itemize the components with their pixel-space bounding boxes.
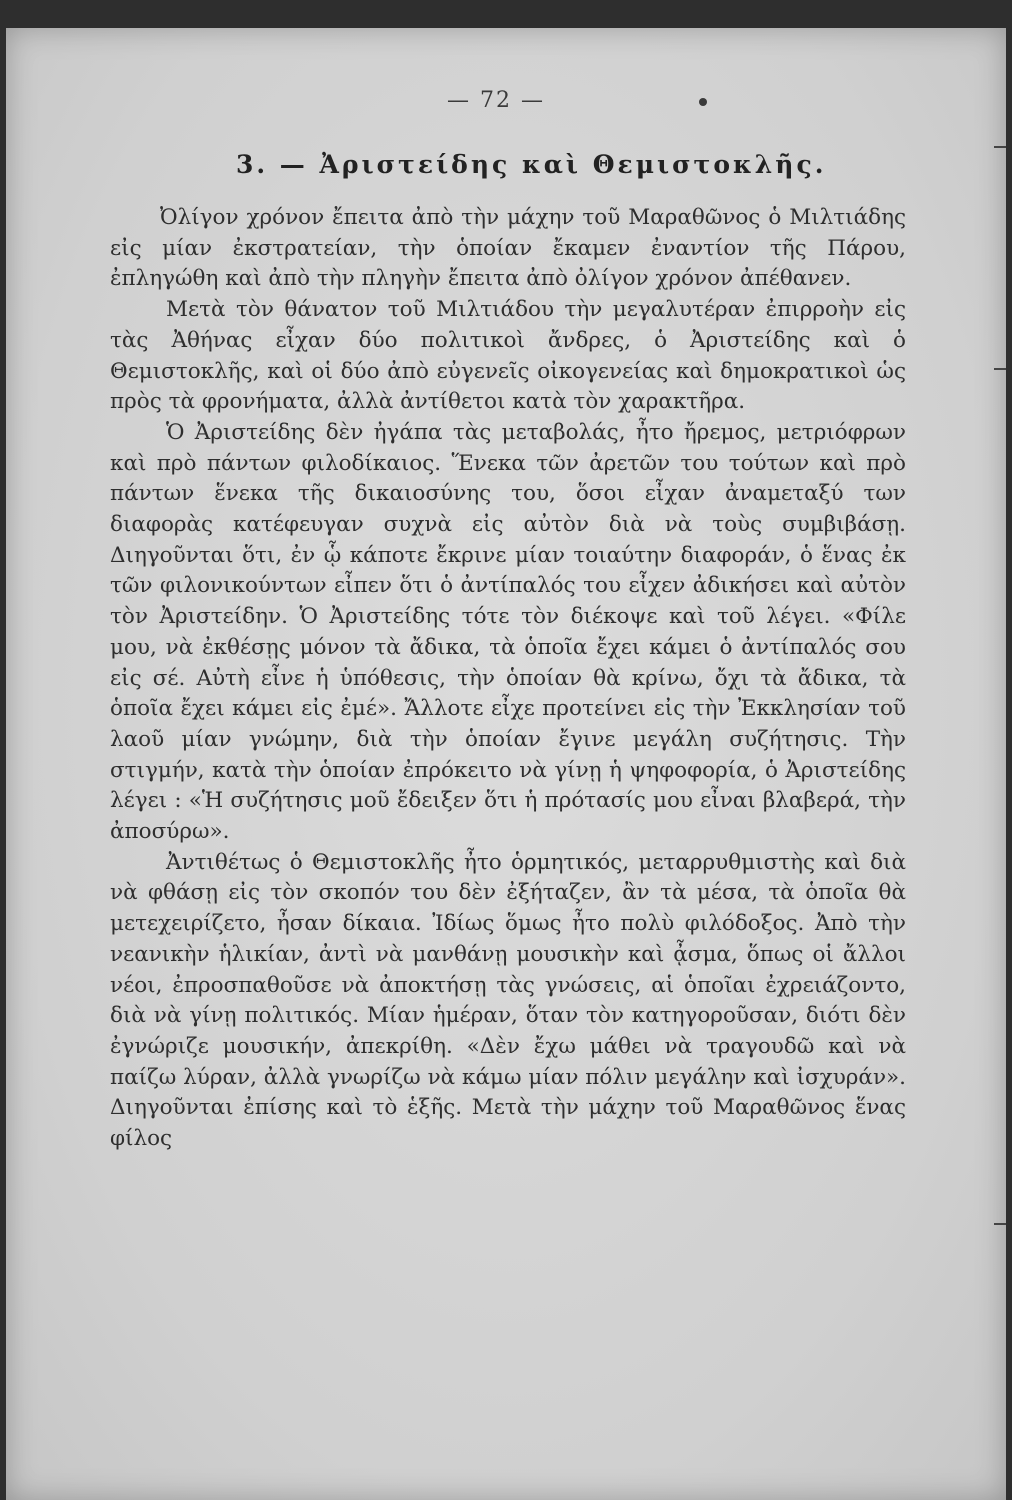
section-heading: 3. — Ἀριστείδης καὶ Θεμιστοκλῆς. [236, 150, 827, 179]
ink-dot [699, 98, 707, 106]
book-page [6, 28, 1006, 1500]
paragraph-1: Ὀλίγον χρόνον ἔπειτα ἀπὸ τὴν μάχην τοῦ Μαραθῶνος ὁ Μιλτιάδης εἰς μίαν ἐκστρατείαν, τὴν ὁποίαν ἔκαμεν ἐναντίον τῆς Πάρου, ἐπληγώθη καὶ ἀπὸ τὴν πληγὴν ἔπειτα ἀπὸ ὀλίγον χρόνον ἀπέθανεν. [110, 205, 906, 292]
paragraph-4: Ἀντιθέτως ὁ Θεμιστοκλῆς ἦτο ὁρμητικός, μεταρρυθμιστὴς καὶ διὰ νὰ φθάσῃ εἰς τὸν σκοπόν του δὲν ἐξήταζεν, ἂν τὰ μέσα, τὰ ὁποῖα θὰ μετεχειρίζετο, ἦσαν δίκαια. Ἰδίως ὅμως ἦτο πολὺ φιλόδοξος. Ἀπὸ τὴν νεανικὴν ἡλικίαν, ἀντὶ νὰ μανθάνῃ μουσικὴν καὶ ᾆσμα, ὅπως οἱ ἄλλοι νέοι, ἐπροσπαθοῦσε νὰ ἀποκτήσῃ τὰς γνώσεις, αἱ ὁποῖαι ἐχρειάζοντο, διὰ νὰ γίνῃ πολιτικός. Μίαν ἡμέραν, ὅταν τὸν κατηγοροῦσαν, διότι δὲν ἐγνώριζε μουσικήν, ἀπεκρίθη. «Δὲν ἔχω μάθει νὰ τραγουδῶ καὶ νὰ παίζω λύραν, ἀλλὰ γνωρίζω νὰ κάμω μίαν πόλιν μεγάλην καὶ ἰσχυράν». Διηγοῦνται ἐπίσης καὶ τὸ ἑξῆς. Μετὰ τὴν μάχην τοῦ Μαραθῶνος ἕνας φίλος [110, 849, 906, 1152]
edge-mark-middle [994, 368, 1006, 370]
page-number: — 72 — [447, 88, 545, 113]
edge-mark-top [994, 146, 1006, 148]
paragraph-2: Μετὰ τὸν θάνατον τοῦ Μιλτιάδου τὴν μεγαλυτέραν ἐπιρροὴν εἰς τὰς Ἀθήνας εἶχαν δύο πολιτικοὶ ἄνδρες, ὁ Ἀριστείδης καὶ ὁ Θεμιστοκλῆς, καὶ οἱ δύο ἀπὸ εὐγενεῖς οἰκογενείας καὶ δημοκρατικοὶ ὡς πρὸς τὰ φρονήματα, ἀλλὰ ἀντίθετοι κατὰ τὸν χαρακτῆρα. [110, 297, 906, 415]
body-text [110, 203, 906, 1155]
edge-mark-bottom [994, 1223, 1006, 1225]
paragraph-3: Ὁ Ἀριστείδης δὲν ἠγάπα τὰς μεταβολάς, ἦτο ἤρεμος, μετριόφρων καὶ πρὸ πάντων φιλοδίκαιος. Ἕνεκα τῶν ἀρετῶν του τούτων καὶ πρὸ πάντων ἕνεκα τῆς δικαιοσύνης του, ὅσοι εἶχαν ἀναμεταξύ των διαφορὰς κατέφευγαν συχνὰ εἰς αὐτὸν διὰ νὰ τοὺς συμβιβάσῃ. Διηγοῦνται ὅτι, ἐν ᾧ κάποτε ἔκρινε μίαν τοιαύτην διαφοράν, ὁ ἕνας ἐκ τῶν φιλονικούντων εἶπεν ὅτι ὁ ἀντίπαλός του εἶχεν ἀδικήσει καὶ αὐτὸν τὸν Ἀριστείδην. Ὁ Ἀριστείδης τότε τὸν διέκοψε καὶ τοῦ λέγει. «Φίλε μου, νὰ ἐκθέσῃς μόνον τὰ ἄδικα, τὰ ὁποῖα ἔχει κάμει ὁ ἀντίπαλός σου εἰς σέ. Αὐτὴ εἶνε ἡ ὑπόθεσις, τὴν ὁποίαν θὰ κρίνω, ὄχι τὰ ἄδικα, τὰ ὁποῖα ἔχει κάμει εἰς ἐμέ». Ἄλλοτε εἶχε προτείνει εἰς τὴν Ἐκκλησίαν τοῦ λαοῦ μίαν γνώμην, διὰ τὴν ὁποίαν ἔγινε μεγάλη συζήτησις. Τὴν στιγμήν, κατὰ τὴν ὁποίαν ἐπρόκειτο νὰ γίνῃ ἡ ψηφοφορία, ὁ Ἀριστείδης λέγει : «Ἡ συζήτησις μοῦ ἔδειξεν ὅτι ἡ πρότασίς μου εἶναι βλαβερά, τὴν ἀποσύρω». [110, 419, 906, 845]
